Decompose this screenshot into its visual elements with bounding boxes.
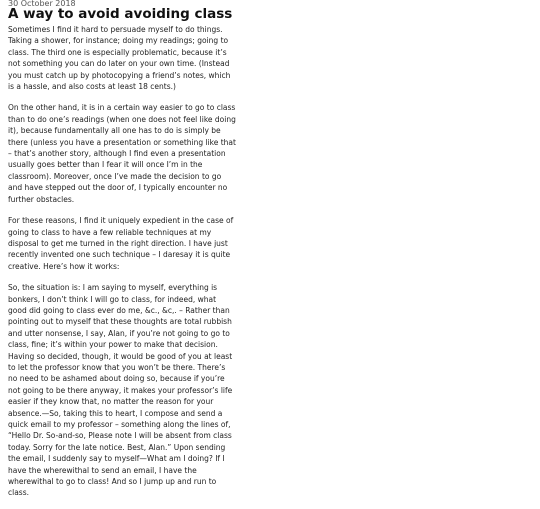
post-date: 30 October 2018 (8, 0, 76, 8)
post-paragraph-3: For these reasons, I find it uniquely expedient in the case of going to class to have a few reliable techniques at my disposal to get me turned in the right direction. I have just recently invented one such technique – I daresay it is quite creative. Here’s how it works: (8, 216, 234, 271)
post-paragraph-1: Sometimes I find it hard to persuade myself to do things. Taking a shower, for instance; doing my readings; going to class. The third one is especially problematic, because it’s not something you can do later on your own time. (Instead you must catch up by photocopying a friend’s notes, which is a hassle, and also costs at least 18 cents.) (8, 25, 231, 92)
post-paragraph-2: On the other hand, it is in a certain way easier to go to class than to do one’s readings (when one does not feel like doing it), because fundamentally all one has to do is simply be there (unless you have a presentation or something like that – that’s another story, although I find even a presentation usually goes better than I fear it will once I’m in the classroom). Moreover, once I’ve made the decision to go and have stepped out the door of, I typically encounter no further obstacles. (8, 103, 236, 204)
post-body (8, 24, 236, 509)
post-title: A way to avoid avoiding class (8, 6, 233, 22)
post-paragraph-4: So, the situation is: I am saying to myself, everything is bonkers, I don’t think I will go to class, for indeed, what good did going to class ever do me, &c., &c,. – Rather than pointing out to myself that these thoughts are total rubbish and utter nonsense, I say, Alan, if you’re not going to go to class, fine; it’s within your power to make that decision. Having so decided, though, it would be good of you at least to let the professor know that you won’t be there. There’s no need to be ashamed about doing so, because if you’re not going to be there anyway, it makes your professor’s life easier if they know that, no matter the reason for your absence.—So, taking this to heart, I compose and send a quick email to my professor – something along the lines of, “Hello Dr. So-and-so, Please note I will be absent from class today. Sorry for the late notice. Best, Alan.” Upon sending the email, I suddenly say to myself—What am I doing? If I have the wherewithal to send an email, I have the wherewithal to go to class! And so I jump up and run to class. (8, 283, 233, 498)
